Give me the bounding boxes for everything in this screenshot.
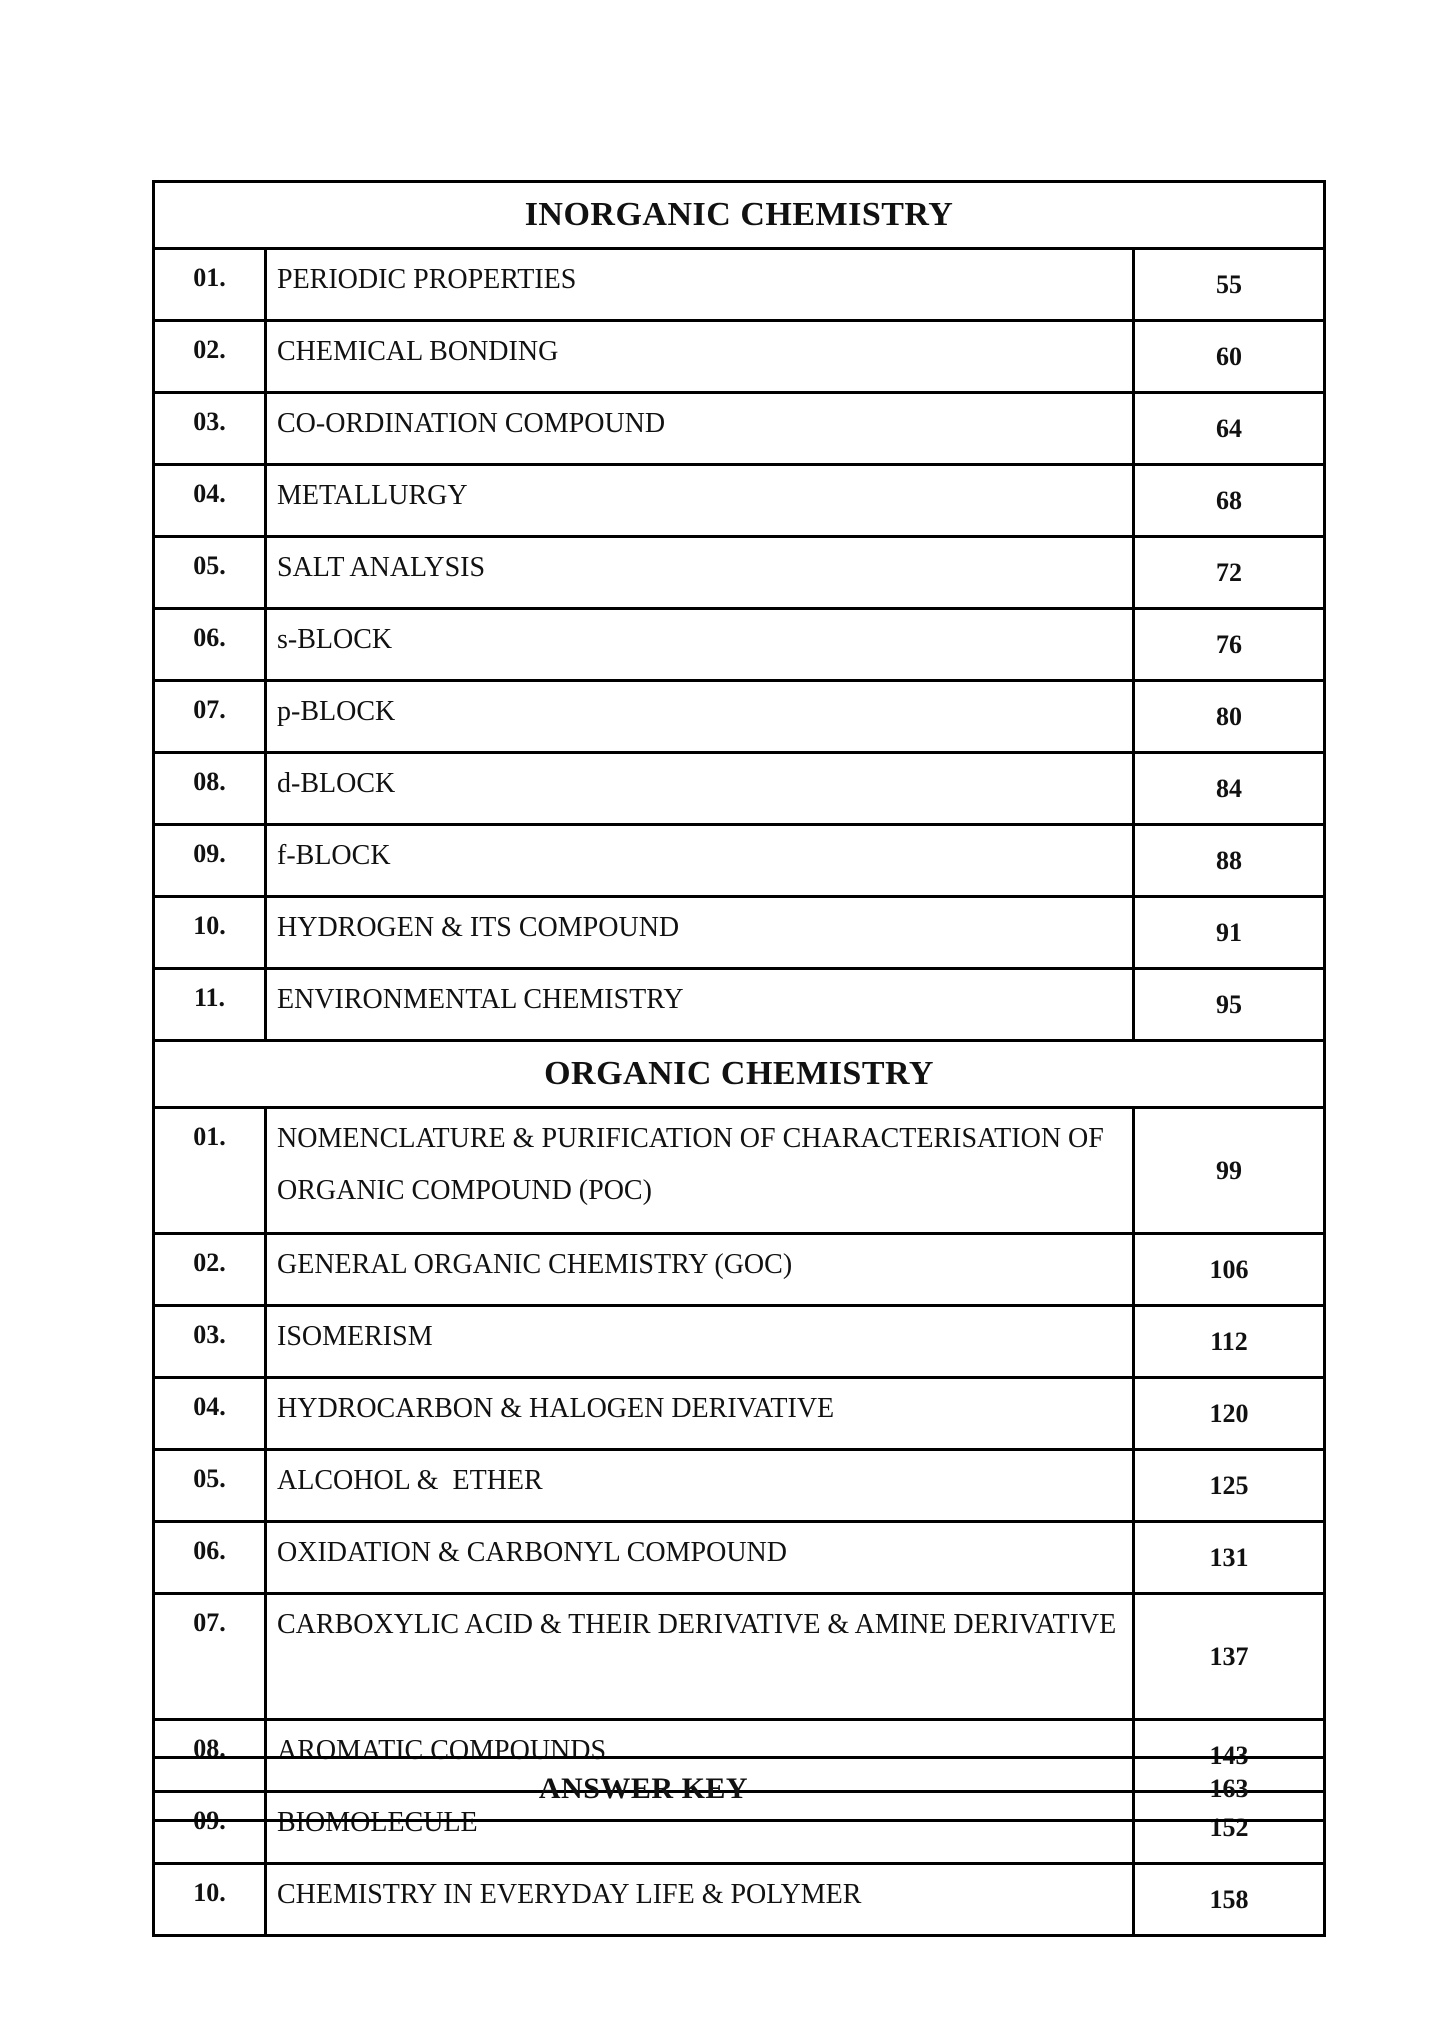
chapter-number: 04. bbox=[154, 465, 266, 537]
chapter-title: GENERAL ORGANIC CHEMISTRY (GOC) bbox=[266, 1234, 1134, 1306]
chapter-page-number: 106 bbox=[1134, 1234, 1325, 1306]
chapter-page-number: 112 bbox=[1134, 1306, 1325, 1378]
chapter-title: NOMENCLATURE & PURIFICATION OF CHARACTERISATION OF ORGANIC COMPOUND (POC) bbox=[266, 1108, 1134, 1234]
chapter-title: s-BLOCK bbox=[266, 609, 1134, 681]
chapter-number: 05. bbox=[154, 1450, 266, 1522]
table-row bbox=[154, 1522, 1325, 1594]
chapter-title: d-BLOCK bbox=[266, 753, 1134, 825]
chapter-title: CARBOXYLIC ACID & THEIR DERIVATIVE & AMINE DERIVATIVE bbox=[266, 1594, 1134, 1720]
chapter-page-number: 99 bbox=[1134, 1108, 1325, 1234]
table-row bbox=[154, 465, 1325, 537]
chapter-title: SALT ANALYSIS bbox=[266, 537, 1134, 609]
table-row bbox=[154, 969, 1325, 1041]
chapter-number: 03. bbox=[154, 393, 266, 465]
answer-key-row bbox=[154, 1758, 1325, 1821]
table-row bbox=[154, 537, 1325, 609]
section-header-row bbox=[154, 182, 1325, 249]
table-row bbox=[154, 1594, 1325, 1720]
chapter-page-number: 76 bbox=[1134, 609, 1325, 681]
table-row bbox=[154, 321, 1325, 393]
chapter-page-number: 80 bbox=[1134, 681, 1325, 753]
chapter-title: p-BLOCK bbox=[266, 681, 1134, 753]
chapter-number: 06. bbox=[154, 1522, 266, 1594]
answer-key-page-number: 163 bbox=[1134, 1758, 1325, 1821]
chapter-page-number: 55 bbox=[1134, 249, 1325, 321]
chapter-number: 10. bbox=[154, 897, 266, 969]
chapter-title: CHEMISTRY IN EVERYDAY LIFE & POLYMER bbox=[266, 1864, 1134, 1936]
chapter-page-number: 60 bbox=[1134, 321, 1325, 393]
chapter-title: CHEMICAL BONDING bbox=[266, 321, 1134, 393]
contents-table bbox=[152, 180, 1326, 1937]
chapter-number: 06. bbox=[154, 609, 266, 681]
answer-key-table bbox=[152, 1756, 1326, 1822]
chapter-page-number: 152 bbox=[1134, 1792, 1325, 1864]
section-header-row bbox=[154, 1041, 1325, 1108]
chapter-title: ISOMERISM bbox=[266, 1306, 1134, 1378]
chapter-page-number: 125 bbox=[1134, 1450, 1325, 1522]
chapter-title: HYDROGEN & ITS COMPOUND bbox=[266, 897, 1134, 969]
chapter-page-number: 158 bbox=[1134, 1864, 1325, 1936]
table-row bbox=[154, 897, 1325, 969]
chapter-title: ENVIRONMENTAL CHEMISTRY bbox=[266, 969, 1134, 1041]
table-row bbox=[154, 681, 1325, 753]
chapter-number: 02. bbox=[154, 321, 266, 393]
section-title-inorganic: INORGANIC CHEMISTRY bbox=[154, 182, 1325, 249]
table-row bbox=[154, 1306, 1325, 1378]
table-row bbox=[154, 1108, 1325, 1234]
chapter-title: METALLURGY bbox=[266, 465, 1134, 537]
chapter-title: f-BLOCK bbox=[266, 825, 1134, 897]
table-row bbox=[154, 393, 1325, 465]
table-row bbox=[154, 609, 1325, 681]
chapter-page-number: 91 bbox=[1134, 897, 1325, 969]
chapter-page-number: 143 bbox=[1134, 1720, 1325, 1792]
chapter-number: 01. bbox=[154, 1108, 266, 1234]
table-row bbox=[154, 249, 1325, 321]
table-row bbox=[154, 1378, 1325, 1450]
chapter-number: 05. bbox=[154, 537, 266, 609]
table-row bbox=[154, 753, 1325, 825]
chapter-number: 09. bbox=[154, 1792, 266, 1864]
chapter-page-number: 137 bbox=[1134, 1594, 1325, 1720]
table-row bbox=[154, 1864, 1325, 1936]
chapter-number: 08. bbox=[154, 1720, 266, 1792]
chapter-title: BIOMOLECULE bbox=[266, 1792, 1134, 1864]
table-row bbox=[154, 825, 1325, 897]
chapter-page-number: 120 bbox=[1134, 1378, 1325, 1450]
chapter-number: 04. bbox=[154, 1378, 266, 1450]
chapter-page-number: 131 bbox=[1134, 1522, 1325, 1594]
chapter-number: 07. bbox=[154, 1594, 266, 1720]
chapter-title: OXIDATION & CARBONYL COMPOUND bbox=[266, 1522, 1134, 1594]
chapter-title: HYDROCARBON & HALOGEN DERIVATIVE bbox=[266, 1378, 1134, 1450]
table-row bbox=[154, 1234, 1325, 1306]
chapter-number: 02. bbox=[154, 1234, 266, 1306]
chapter-number: 09. bbox=[154, 825, 266, 897]
chapter-title: AROMATIC COMPOUNDS bbox=[266, 1720, 1134, 1792]
chapter-number: 10. bbox=[154, 1864, 266, 1936]
chapter-page-number: 88 bbox=[1134, 825, 1325, 897]
chapter-page-number: 68 bbox=[1134, 465, 1325, 537]
chapter-number: 03. bbox=[154, 1306, 266, 1378]
chapter-number: 07. bbox=[154, 681, 266, 753]
chapter-title: CO-ORDINATION COMPOUND bbox=[266, 393, 1134, 465]
chapter-page-number: 64 bbox=[1134, 393, 1325, 465]
chapter-number: 01. bbox=[154, 249, 266, 321]
chapter-page-number: 95 bbox=[1134, 969, 1325, 1041]
section-title-organic: ORGANIC CHEMISTRY bbox=[154, 1041, 1325, 1108]
chapter-page-number: 84 bbox=[1134, 753, 1325, 825]
chapter-page-number: 72 bbox=[1134, 537, 1325, 609]
chapter-number: 08. bbox=[154, 753, 266, 825]
answer-key-label: ANSWER KEY bbox=[154, 1758, 1134, 1821]
chapter-title: PERIODIC PROPERTIES bbox=[266, 249, 1134, 321]
table-row bbox=[154, 1450, 1325, 1522]
chapter-title: ALCOHOL & ETHER bbox=[266, 1450, 1134, 1522]
chapter-number: 11. bbox=[154, 969, 266, 1041]
